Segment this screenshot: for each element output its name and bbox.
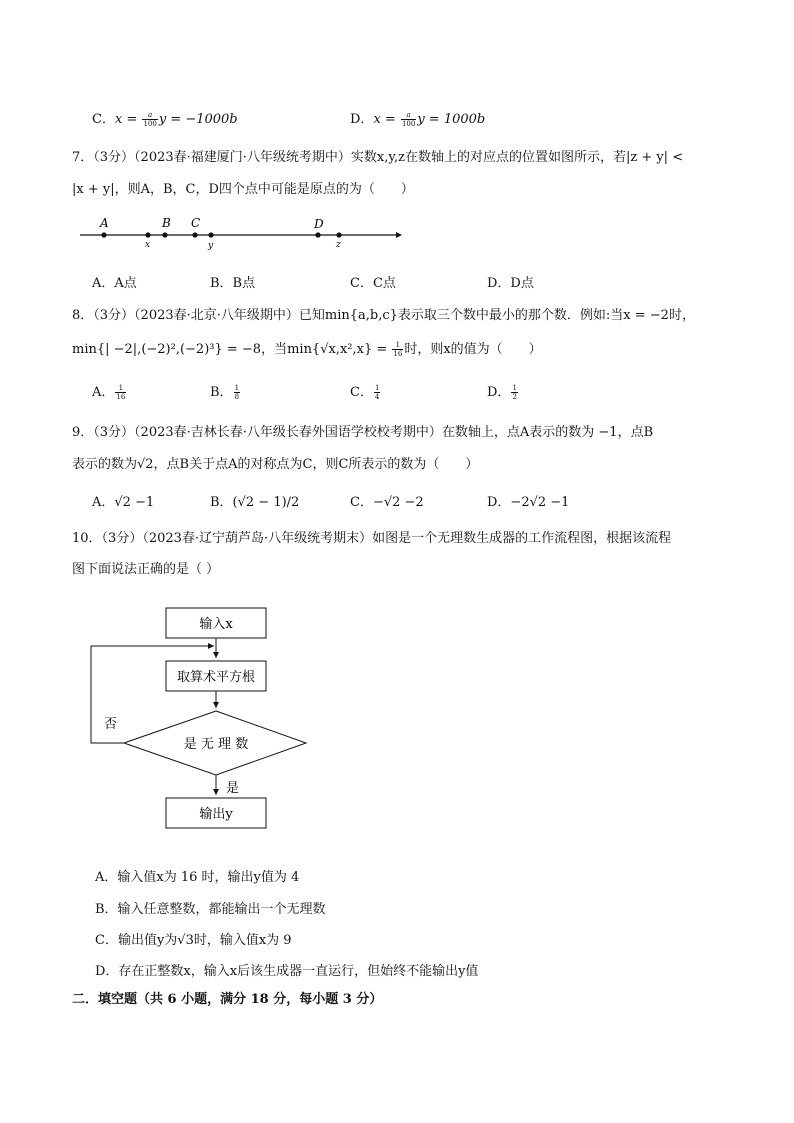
q6-option-c: C．x = $\frac{a}{100}$ y = −1000b [92, 111, 238, 128]
number-line-figure [78, 212, 408, 252]
q8-stem-line1: 8．（3分）（2023春·北京·八年级期中）已知min{a,b,c}表示取三个数中最小的那个数．例如:当x = −2时， [72, 308, 695, 323]
flow-output-text: 输出y [199, 807, 233, 822]
flow-yes-label: 是 [226, 781, 240, 796]
axis-label-z: z [336, 240, 341, 250]
q10-stem-line2: 图下面说法正确的是（ ） [72, 562, 220, 577]
section-heading-fill-in: 二．填空题（共 6 小题，满分 18 分，每小题 3 分） [72, 992, 383, 1007]
q9-stem-line1: 9．（3分）（2023春·吉林长春·八年级长春外国语学校校考期中）在数轴上，点A表示的数为 −1，点B [72, 425, 654, 440]
q10-option-c: C．输出值y为√3时，输入值x为 9 [95, 933, 292, 948]
flow-process-text: 取算术平方根 [176, 670, 256, 685]
axis-label-a: A [100, 216, 109, 230]
axis-label-b: B [162, 216, 171, 230]
q9-stem-line2: 表示的数为√2，点B关于点A的对称点为C，则C所表示的数为（ ） [72, 457, 479, 472]
q10-option-a: A．输入值x为 16 时，输出y值为 4 [95, 870, 300, 885]
q8-option-a: A． $\frac{1}{16}$ [92, 384, 126, 401]
q10-stem-line1: 10．（3分）（2023春·辽宁葫芦岛·八年级统考期末）如图是一个无理数生成器的工作流程图，根据该流程 [72, 531, 672, 546]
flow-input-text: 输入x [199, 617, 233, 632]
flowchart-figure [80, 598, 320, 838]
axis-label-y: y [208, 241, 214, 251]
q7-stem-line2: |x + y|，则A，B，C，D四个点中可能是原点的为（ ） [72, 182, 414, 197]
flow-no-label: 否 [104, 717, 118, 732]
q8-stem-line2: min{| −2|,(−2)²,(−2)³} = −8，当min{√x,x²,x} = $\frac{1}{16}$ 时，则x的值为（ ） [72, 341, 542, 358]
q7-option-c: C．C点 [350, 276, 396, 291]
axis-label-c: C [191, 216, 201, 230]
axis-label-d: D [314, 217, 324, 231]
q8-option-b: B． $\frac{1}{8}$ [210, 384, 240, 401]
q8-option-d: D． $\frac{1}{2}$ [487, 384, 517, 401]
q10-option-b: B．输入任意整数，都能输出一个无理数 [95, 902, 326, 917]
q9-option-a: A．√2 −1 [92, 495, 155, 510]
q7-option-a: A．A点 [92, 276, 137, 291]
q9-option-b: B．(√2 − 1)/2 [210, 495, 300, 510]
q9-option-c: C．−√2 −2 [350, 495, 424, 510]
q10-option-d: D．存在正整数x，输入x后该生成器一直运行，但始终不能输出y值 [95, 964, 479, 979]
q7-option-d: D．D点 [487, 276, 534, 291]
q7-stem-line1: 7．（3分）（2023春·福建厦门·八年级统考期中）实数x,y,z在数轴上的对应点的位置如图所示，若|z + y| < [72, 150, 684, 165]
flow-decision-text: 是 无 理 数 [183, 737, 249, 752]
axis-label-x: x [145, 240, 151, 250]
q9-option-d: D．−2√2 −1 [487, 495, 570, 510]
q7-option-b: B．B点 [210, 276, 256, 291]
q6-option-d: D．x = $\frac{a}{100}$ y = 1000b [350, 111, 486, 128]
q8-option-c: C． $\frac{1}{4}$ [350, 384, 380, 401]
